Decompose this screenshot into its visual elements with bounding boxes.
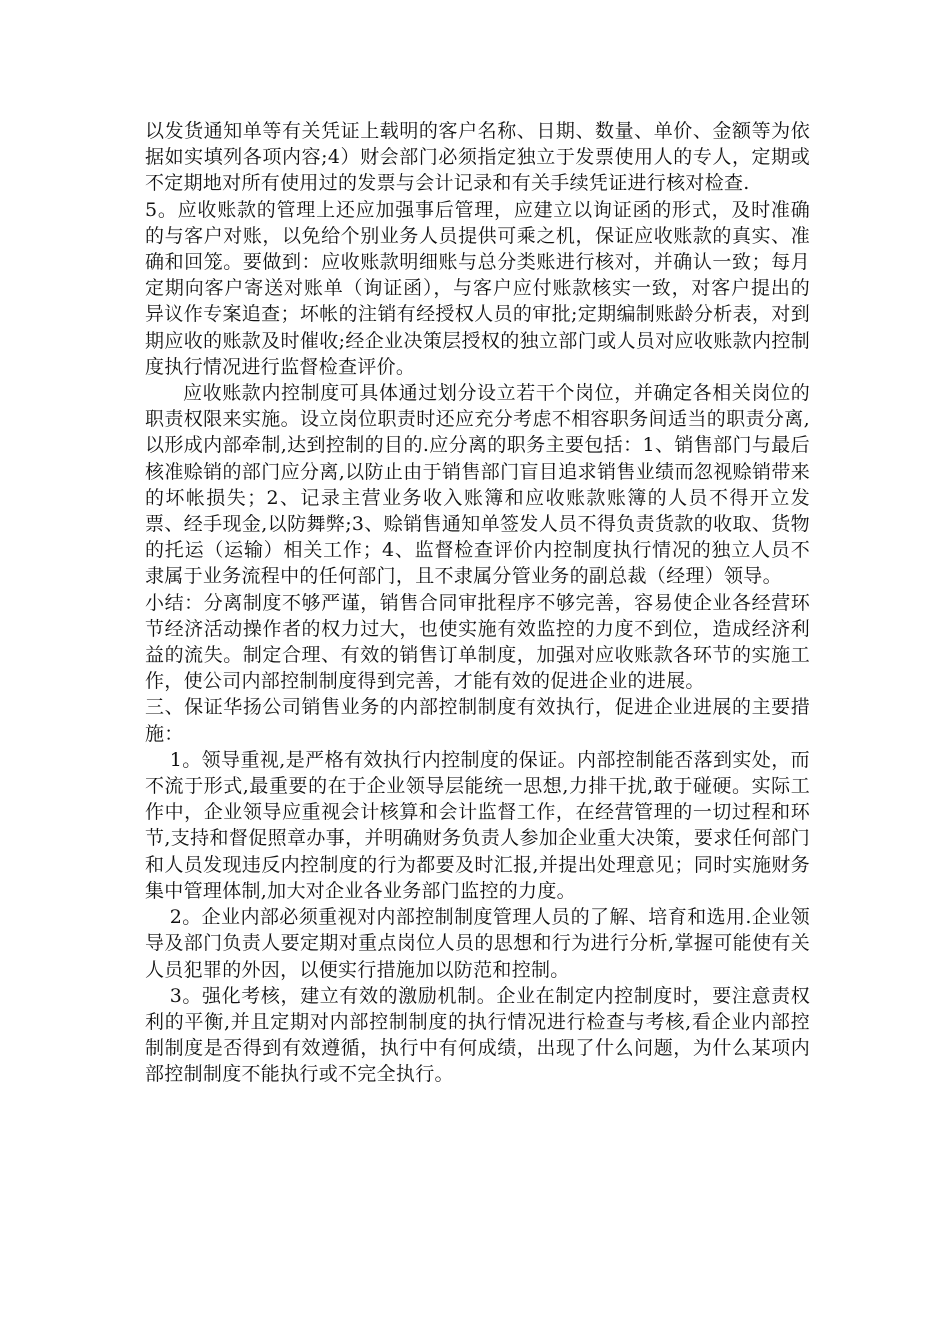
paragraph-measure-2: 2。企业内部必须重视对内部控制制度管理人员的了解、培育和选用.企业领导及部门负责人要定期对重点岗位人员的思想和行为进行分析,掌握可能使有关人员犯罪的外因，以便实行措施加以防范和控制。 xyxy=(145,906,810,981)
paragraph-post-management: 5。应收账款的管理上还应加强事后管理，应建立以询证函的形式，及时准确的与客户对账，以免给个别业务人员提供可乘之机，保证应收账款的真实、准确和回笼。要做到：应收账款明细账与总分类账进行核对，并确认一致；每月定期向客户寄送对账单（询证函），与客户应付账款核实一致，对客户提出的异议作专案追查；坏帐的注销有经授权人员的审批;定期编制账龄分析表，对到期应收的账款及时催收;经企业决策层授权的独立部门或人员对应收账款内控制度执行情况进行监督检查评价。 xyxy=(145,198,810,378)
paragraph-summary: 小结：分离制度不够严谨，销售合同审批程序不够完善，容易使企业各经营环节经济活动操作者的权力过大，也使实施有效监控的力度不到位，造成经济利益的流失。制定合理、有效的销售订单制度，加强对应收账款各环节的实施工作，使公司内部控制制度得到完善，才能有效的促进企业的进展。 xyxy=(145,591,810,693)
paragraph-position-duties: 应收账款内控制度可具体通过划分设立若干个岗位，并确定各相关岗位的职责权限来实施。设立岗位职责时还应充分考虑不相容职务间适当的职责分离,以形成内部牵制,达到控制的目的.应分离的职务主要包括：1、销售部门与最后核准赊销的部门应分离,以防止由于销售部门盲目追求销售业绩而忽视赊销带来的坏帐损失；2、记录主营业务收入账簿和应收账款账簿的人员不得开立发票、经手现金,以防舞弊;3、赊销售通知单签发人员不得负责货款的收取、货物的托运（运输）相关工作；4、监督检查评价内控制度执行情况的独立人员不隶属于业务流程中的任何部门，且不隶属分管业务的副总裁（经理）领导。 xyxy=(145,382,810,588)
paragraph-measure-1: 1。领导重视,是严格有效执行内控制度的保证。内部控制能否落到实处，而不流于形式,最重要的在于企业领导层能统一思想,力排干扰,敢于碰硬。实际工作中，企业领导应重视会计核算和会计监督工作，在经营管理的一切过程和环节,支持和督促照章办事，并明确财务负责人参加企业重大决策，要求任何部门和人员发现违反内控制度的行为都要及时汇报,并提出处理意见；同时实施财务集中管理体制,加大对企业各业务部门监控的力度。 xyxy=(145,748,810,902)
section-heading-measures: 三、保证华扬公司销售业务的内部控制制度有效执行，促进企业进展的主要措施： xyxy=(145,696,810,745)
document-body xyxy=(145,118,810,1088)
paragraph-invoice-procedure: 以发货通知单等有关凭证上载明的客户名称、日期、数量、单价、金额等为依据如实填列各项内容;4）财会部门必须指定独立于发票使用人的专人，定期或不定期地对所有使用过的发票与会计记录和有关手续凭证进行核对检查. xyxy=(145,120,810,195)
paragraph-measure-3: 3。强化考核，建立有效的激励机制。企业在制定内控制度时，要注意责权利的平衡,并且定期对内部控制制度的执行情况进行检查与考核,看企业内部控制制度是否得到有效遵循，执行中有何成绩，出现了什么问题，为什么某项内部控制制度不能执行或不完全执行。 xyxy=(145,984,810,1086)
